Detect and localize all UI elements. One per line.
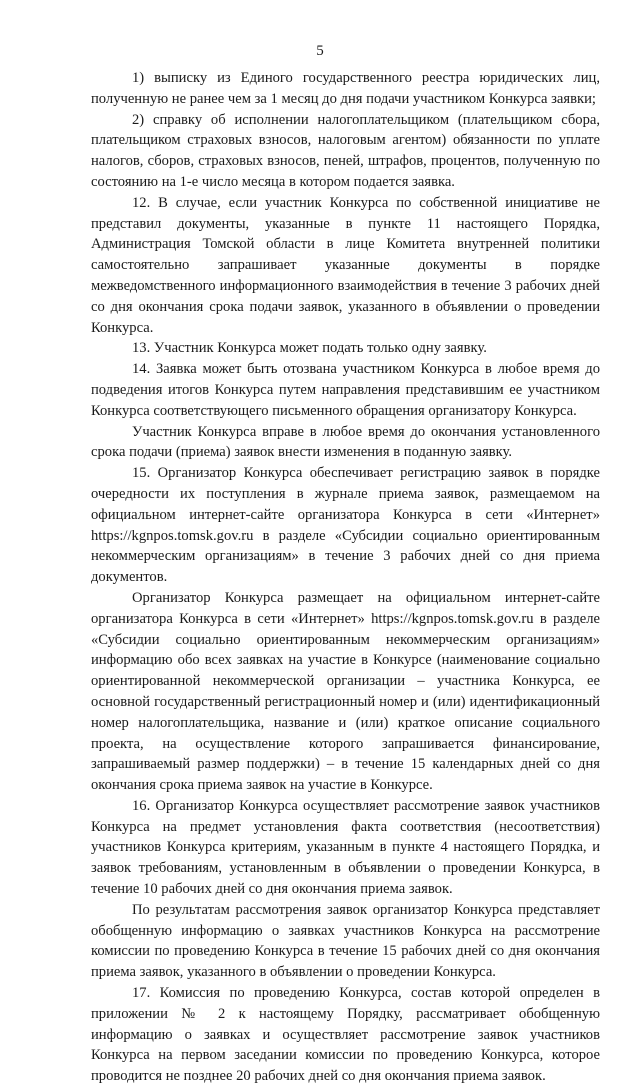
paragraph-extract-egryul: 1) выписку из Единого государственного реестра юридических лиц, полученную не ранее чем за 1 месяц до дня подачи участником Конкурса заявки; (91, 70, 600, 107)
paragraph-item-15-publication: Организатор Конкурса размещает на официальном интернет-сайте организатора Конкурса в сети «Интернет» https://kgnpos.tomsk.gov.ru в разделе «Субсидии социально ориентированным некоммерческим организациям» информацию обо всех заявках на участие в Конкурсе (наименование социально ориентированной некоммерческой организации – участника Конкурса, ее основной государственный регистрационный номер и (или) идентификационный номер налогоплательщика, название и (или) краткое описание социального проекта, на осуществление которого запрашивается финансирование, запрашиваемый размер поддержки) – в течение 15 календарных дней со дня окончания срока приема заявок на участие в Конкурсе. (91, 589, 600, 794)
paragraph-tax-certificate: 2) справку об исполнении налогоплательщиком (плательщиком сбора, плательщиком страховых взносов, налоговым агентом) обязанности по уплате налогов, сборов, страховых взносов, пеней, штрафов, процентов, полученную по состоянию на 1-е число месяца в котором подается заявка. (91, 111, 600, 190)
paragraph-item-14: 14. Заявка может быть отозвана участником Конкурса в любое время до подведения итогов Конкурса путем направления представившим ее участником Конкурса соответствующего письменного обращения организатору Конкурса. (91, 361, 600, 419)
paragraph-item-15: 15. Организатор Конкурса обеспечивает регистрацию заявок в порядке очередности их поступления в журнале приема заявок, размещаемом на официальном интернет-сайте организатора Конкурса в сети «Интернет» https://kgnpos.tomsk.gov.ru в разделе «Субсидии социально ориентированным некоммерческим организациям» в течение 3 рабочих дней со дня приема документов. (91, 465, 600, 586)
paragraph-item-13: 13. Участник Конкурса может подать только одну заявку. (132, 340, 487, 357)
paragraph-item-16: 16. Организатор Конкурса осуществляет рассмотрение заявок участников Конкурса на предмет установления факта соответствия (несоответствия) участников Конкурса критериям, указанным в пункте 4 настоящего Порядка, и заявок требованиям, установленным в объявлении о проведении Конкурса, в течение 10 рабочих дней со дня окончания приема заявок. (91, 797, 600, 898)
paragraph-item-12: 12. В случае, если участник Конкурса по собственной инициативе не представил документы, указанные в пункте 11 настоящего Порядка, Администрация Томской области в лице Комитета внутренней политики самостоятельно запрашивает указанные документы в порядке межведомственного информационного взаимодействия в течение 3 рабочих дней со дня окончания срока подачи заявок, указанного в объявлении о проведении Конкурса. (91, 194, 600, 336)
page-number: 5 (316, 43, 324, 59)
paragraph-item-17: 17. Комиссия по проведению Конкурса, состав которой определен в приложении № 2 к настоящему Порядку, рассматривает обобщенную информацию о заявках и осуществляет рассмотрение заявок участников Конкурса на первом заседании комиссии по проведению Конкурса, которое проводится не позднее 20 рабочих дней со дня окончания приема заявок. (91, 985, 600, 1085)
document-body (91, 68, 600, 1087)
paragraph-item-14-changes: Участник Конкурса вправе в любое время до окончания установленного срока подачи (приема) заявок внести изменения в поданную заявку. (91, 423, 600, 461)
paragraph-item-16-results: По результатам рассмотрения заявок организатор Конкурса представляет обобщенную информацию о заявках участников Конкурса на рассмотрение комиссии по проведению Конкурса в течение 15 рабочих дней со дня окончания приема заявок, указанного в объявлении о проведении Конкурса. (91, 901, 600, 981)
